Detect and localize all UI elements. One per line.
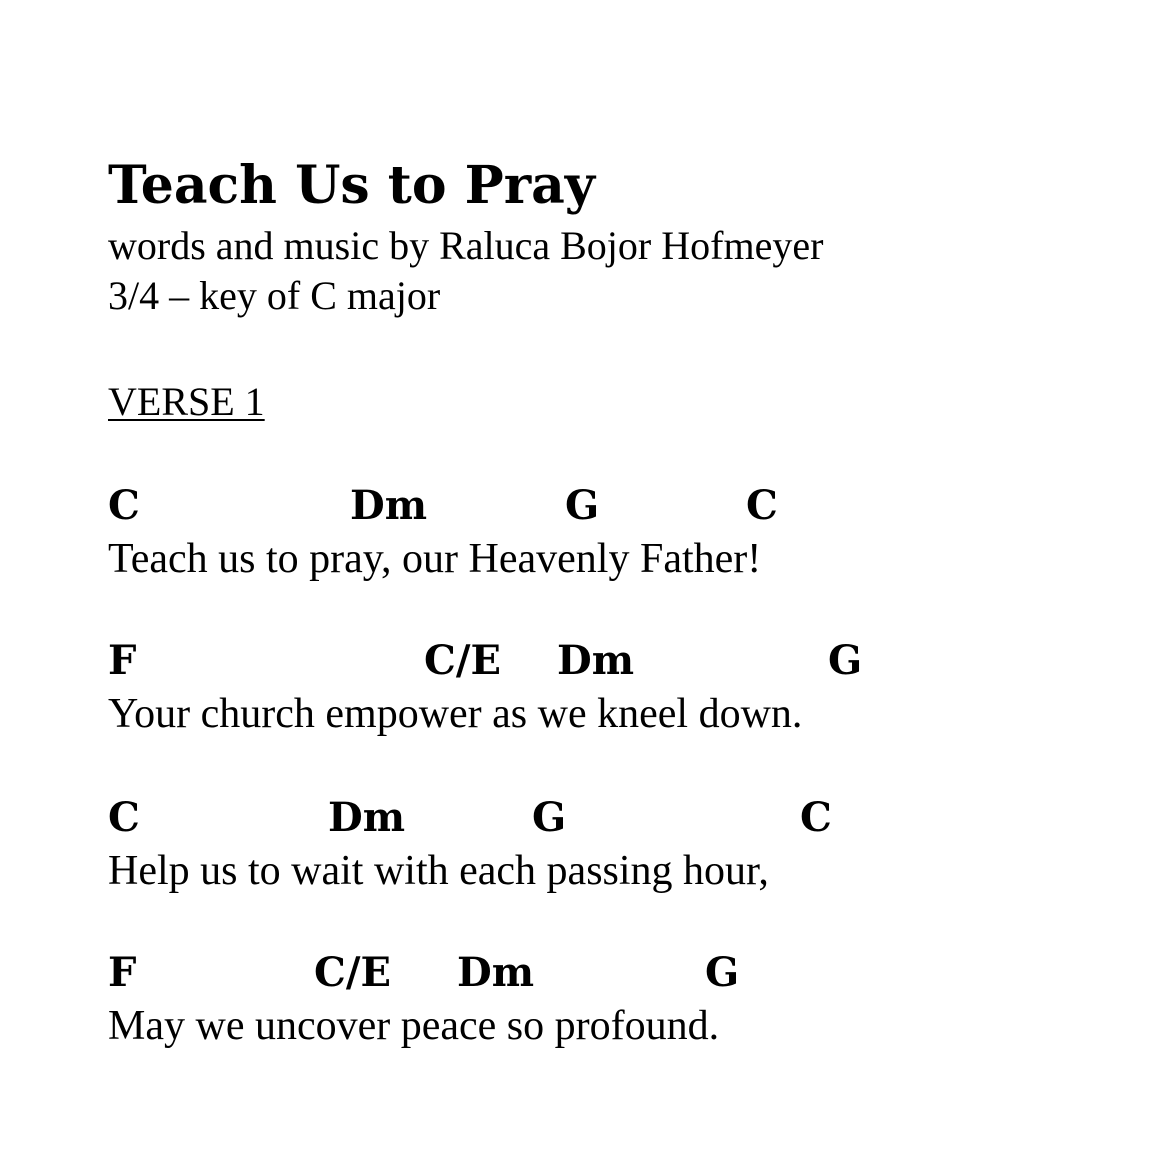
chord: C	[746, 482, 778, 529]
verse-heading: VERSE 1	[108, 379, 265, 424]
chord: F	[108, 637, 137, 684]
chord: C/E	[424, 637, 501, 684]
lyric-line: Help us to wait with each passing hour,	[108, 848, 769, 894]
song-credit: words and music by Raluca Bojor Hofmeyer	[108, 223, 824, 268]
lyric-line: Your church empower as we kneel down.	[108, 691, 803, 737]
chord: G	[705, 949, 740, 996]
chord: Dm	[350, 482, 428, 529]
lyric-line: Teach us to pray, our Heavenly Father!	[108, 536, 762, 582]
chord: F	[108, 949, 137, 996]
chord: C	[108, 482, 140, 529]
chord: Dm	[328, 794, 406, 841]
chord: G	[828, 637, 863, 684]
chord: Dm	[457, 949, 535, 996]
chord: G	[565, 482, 600, 529]
chord: Dm	[557, 637, 635, 684]
chord: G	[532, 794, 567, 841]
chord: C/E	[314, 949, 391, 996]
chord: C	[800, 794, 832, 841]
lyric-line: May we uncover peace so profound.	[108, 1003, 720, 1049]
song-title: Teach Us to Pray	[108, 155, 596, 216]
chord: C	[108, 794, 140, 841]
time-and-key: 3/4 – key of C major	[108, 273, 441, 318]
